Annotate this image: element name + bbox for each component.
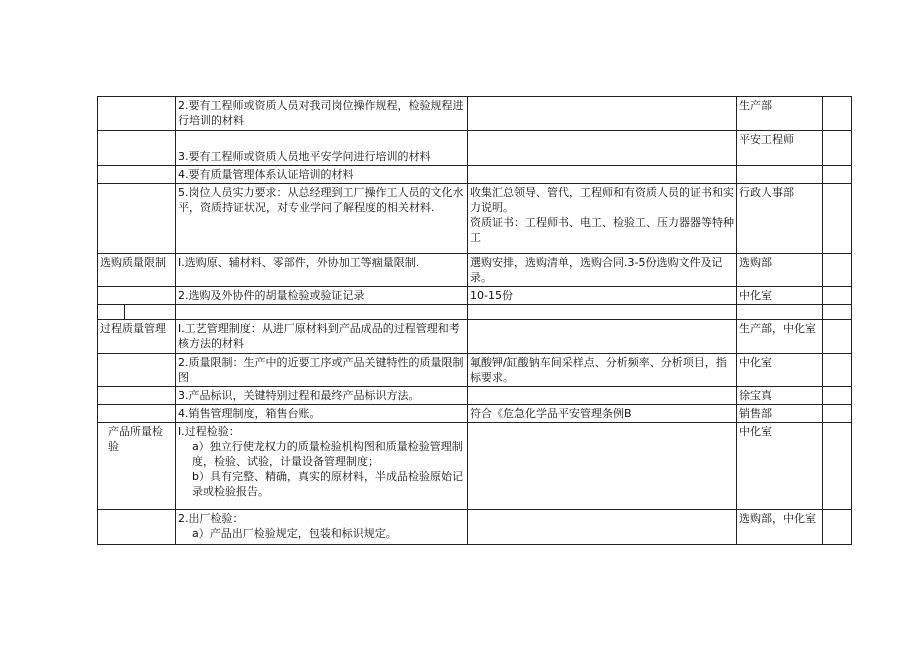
blank-cell xyxy=(823,510,852,545)
requirement-cell: 4.要有质量管理体系认证培训的材料 xyxy=(176,166,468,184)
dept-cell: 平安工程师 xyxy=(737,131,823,166)
table-row xyxy=(98,287,852,305)
blank-cell xyxy=(823,354,852,387)
blank-cell xyxy=(823,320,852,354)
blank-cell xyxy=(823,305,852,320)
remark-cell xyxy=(468,510,737,545)
table-row xyxy=(98,97,852,131)
requirement-cell: 4.销售管理制度，箱售台账。 xyxy=(176,405,468,423)
blank-cell xyxy=(823,423,852,510)
blank-cell xyxy=(823,287,852,305)
blank-cell xyxy=(823,166,852,184)
category-cell: 过程质量管理 xyxy=(98,320,176,354)
category-cell xyxy=(98,184,176,254)
table-row xyxy=(98,320,852,354)
remark-cell: 符合《危急化学品平安管理条例B xyxy=(468,405,737,423)
category-cell xyxy=(98,510,176,545)
table-row xyxy=(98,254,852,287)
remark-cell xyxy=(468,131,737,166)
blank-cell xyxy=(737,305,823,320)
blank-cell xyxy=(823,387,852,405)
requirement-cell: 2.要有工程师或资质人员对我司岗位操作规程，检验规程进行培训的材料 xyxy=(176,97,468,131)
blank-cell xyxy=(823,405,852,423)
blank-cell xyxy=(468,305,737,320)
dept-cell xyxy=(737,166,823,184)
requirement-cell: I.选购原、辅材料、零部件，外协加工等痼量限制. xyxy=(176,254,468,287)
blank-cell xyxy=(98,305,125,320)
table-row xyxy=(98,387,852,405)
remark-cell: 氟酸钾/缸酸钠车间采样点、分析频率、分析项目，指标要求。 xyxy=(468,354,737,387)
requirement-cell: 2.质量限制：生产中的近要工序或产品关键特性的质量限制图 xyxy=(176,354,468,387)
requirement-cell: 5.岗位人员实力要求：从总经理到工厂操作工人员的文化水平，资质持证状况，对专业学问了解程度的相关材料. xyxy=(176,184,468,254)
table-row xyxy=(98,423,852,510)
dept-cell: 销售部 xyxy=(737,405,823,423)
requirement-cell: 2.选购及外协件的胡量检验或验证记录 xyxy=(176,287,468,305)
table-row xyxy=(98,354,852,387)
remark-cell: 選购安排，选购清单，选购合同.3-5份选购文件及记录。 xyxy=(468,254,737,287)
dept-cell: 选购部 xyxy=(737,254,823,287)
dept-cell: 行政人事部 xyxy=(737,184,823,254)
category-cell: 选购质量限制 xyxy=(98,254,176,287)
spacer-row xyxy=(98,305,852,320)
category-cell: 产品所量检验 xyxy=(98,423,176,510)
dept-cell: 中化室 xyxy=(737,423,823,510)
table-row xyxy=(98,184,852,254)
dept-cell: 生产部，中化室 xyxy=(737,320,823,354)
category-cell xyxy=(98,166,176,184)
remark-cell: 10-15份 xyxy=(468,287,737,305)
dept-cell: 中化室 xyxy=(737,287,823,305)
requirement-cell: 3.要有工程师或资质人员地平安学问进行培训的材料 xyxy=(176,131,468,166)
dept-cell: 生产部 xyxy=(737,97,823,131)
blank-cell xyxy=(823,254,852,287)
category-cell xyxy=(98,97,176,131)
table-row xyxy=(98,166,852,184)
remark-cell xyxy=(468,97,737,131)
remark-cell xyxy=(468,387,737,405)
category-cell xyxy=(98,387,176,405)
blank-cell xyxy=(176,305,468,320)
table-row xyxy=(98,131,852,166)
dept-cell: 中化室 xyxy=(737,354,823,387)
requirement-cell: 3.产品标识，关键特别过程和最终产品标识方法。 xyxy=(176,387,468,405)
requirement-cell: I.过程检验： a）独立行使龙权力的质量检验机构图和质量检验管理制度，检验、试验，计量设备管理制度； b）具有完整、精确，真实的原材料，半成品检验原始记录或检验报告。 xyxy=(176,423,468,510)
requirement-cell: I.工艺管理制度：从进厂原材料到产品成品的过程管理和考核方法的材料 xyxy=(176,320,468,354)
dept-cell: 徐宝真 xyxy=(737,387,823,405)
blank-cell xyxy=(823,131,852,166)
category-cell xyxy=(98,405,176,423)
remark-cell xyxy=(468,166,737,184)
requirements-table xyxy=(97,96,852,545)
table-row xyxy=(98,405,852,423)
category-cell xyxy=(98,287,176,305)
requirement-cell: 2.出厂检验： a）产品出厂检验规定，包装和标识规定。 xyxy=(176,510,468,545)
remark-cell: 收集汇总领导、管代，工程师和有资质人员的证书和实力说明。 资质证书：工程师书、电工、检验工、压力器器等特种工 xyxy=(468,184,737,254)
category-cell xyxy=(98,354,176,387)
dept-cell: 选购部，中化室 xyxy=(737,510,823,545)
blank-cell xyxy=(823,97,852,131)
table-row xyxy=(98,510,852,545)
blank-cell xyxy=(125,305,176,320)
remark-cell xyxy=(468,423,737,510)
category-cell xyxy=(98,131,176,166)
remark-cell xyxy=(468,320,737,354)
blank-cell xyxy=(823,184,852,254)
